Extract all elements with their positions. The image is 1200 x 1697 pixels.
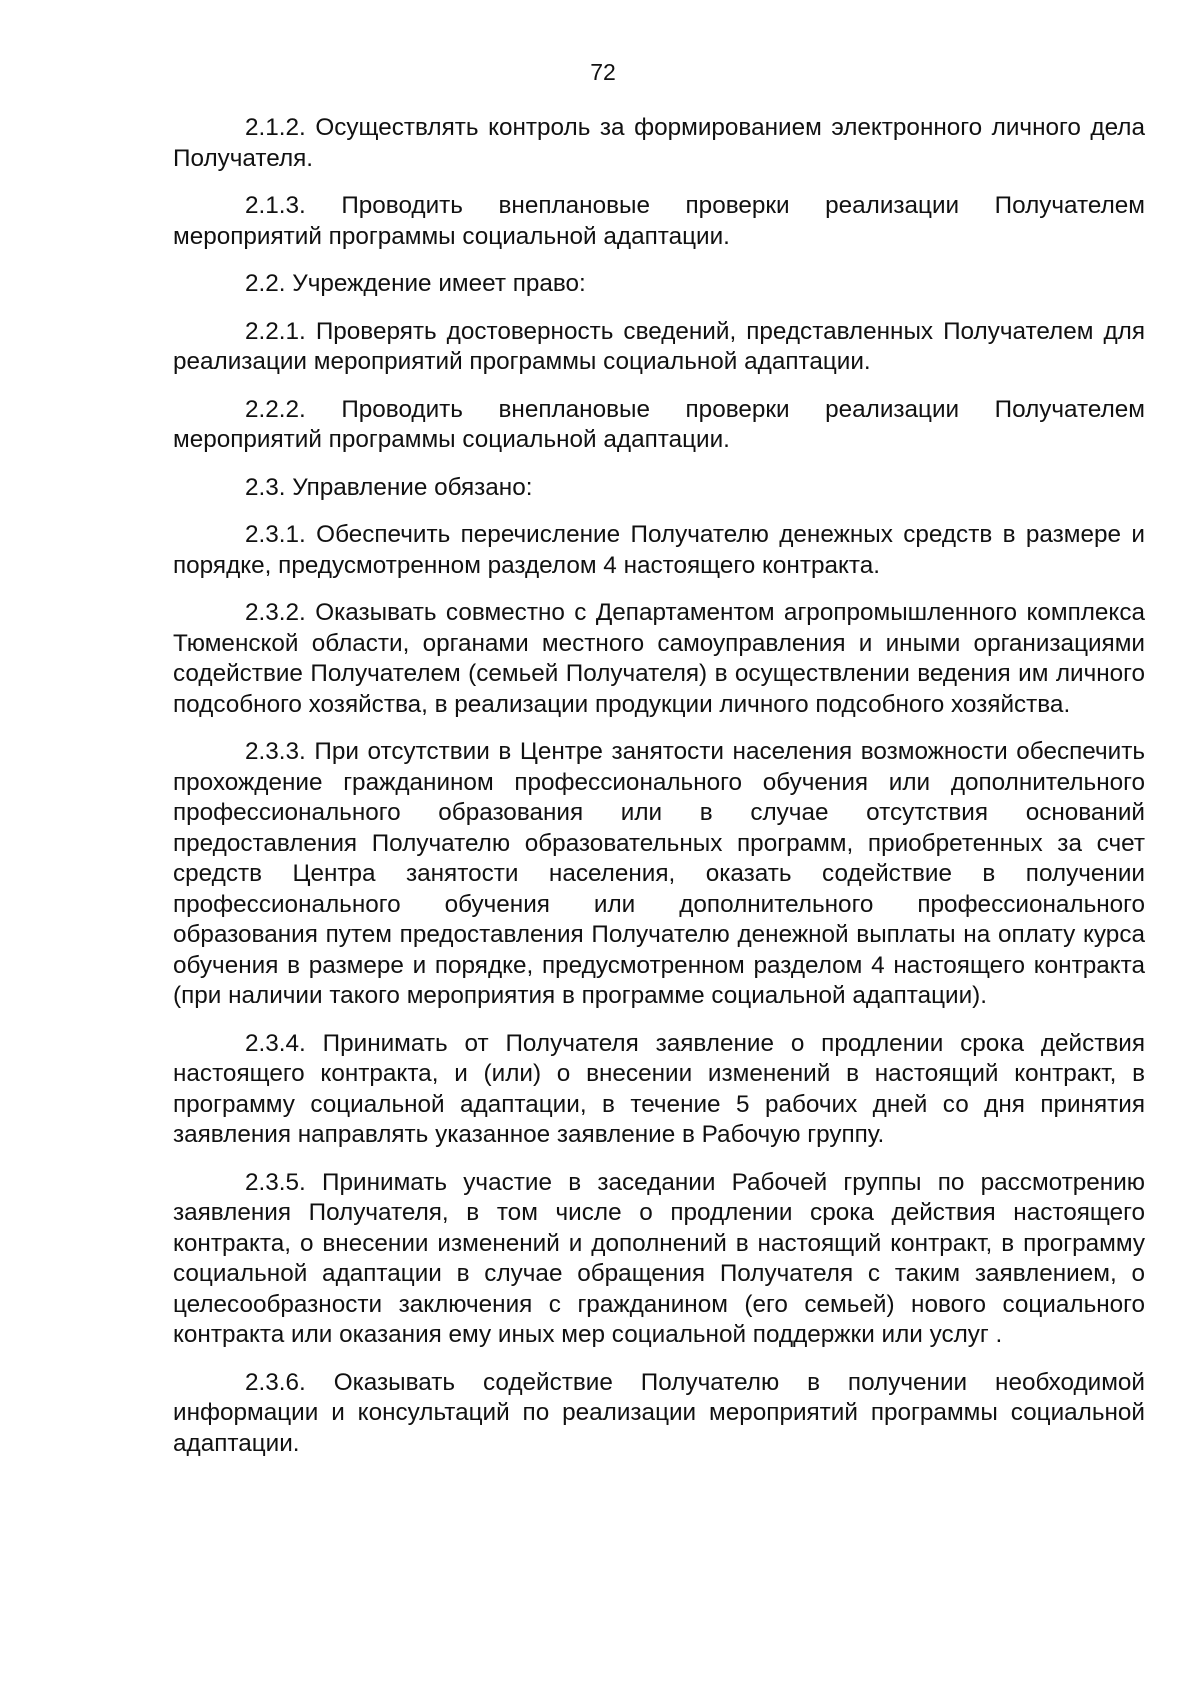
paragraph-2-3-5: 2.3.5. Принимать участие в заседании Рабочей группы по рассмотрению заявления Получателя, в том числе о продлении срока действия настоящего контракта, о внесении изменений и дополнений в настоящий контракт, в программу социальной адаптации в случае обращения Получателя с таким заявлением, о целесообразности заключения с гражданином (его семьей) нового социального контракта или оказания ему иных мер социальной поддержки или услуг . [173,1168,1145,1348]
paragraph-2-1-3: 2.1.3. Проводить внеплановые проверки реализации Получателем мероприятий программы социальной адаптации. [173,192,1145,250]
page-number: 72 [590,59,616,85]
paragraph-2-3-4: 2.3.4. Принимать от Получателя заявление о продлении срока действия настоящего контракта, и (или) о внесении изменений в настоящий контракт, в программу социальной адаптации, в течение 5 рабочих дней со дня принятия заявления направлять указанное заявление в Рабочую группу. [173,1029,1145,1148]
paragraph-2-1-2: 2.1.2. Осуществлять контроль за формированием электронного личного дела Получателя. [173,114,1145,172]
paragraph-2-3-1: 2.3.1. Обеспечить перечисление Получателю денежных средств в размере и порядке, предусмотренном разделом 4 настоящего контракта. [173,521,1145,579]
paragraph-2-3-2: 2.3.2. Оказывать совместно с Департаментом агропромышленного комплекса Тюменской области, органами местного самоуправления и иными организациями содействие Получателем (семьей Получателя) в осуществлении ведения им личного подсобного хозяйства, в реализации продукции личного подсобного хозяйства. [173,599,1145,718]
paragraph-2-2-2: 2.2.2. Проводить внеплановые проверки реализации Получателем мероприятий программы социальной адаптации. [173,395,1145,453]
heading-2-3: 2.3. Управление обязано: [245,473,533,501]
paragraph-2-3-3: 2.3.3. При отсутствии в Центре занятости населения возможности обеспечить прохождение гражданином профессионального обучения или дополнительного профессионального образования или в случае отсутствия оснований предоставления Получателю образовательных программ, приобретенных за счет средств Центра занятости населения, оказать содействие в получении профессионального обучения или дополнительного профессионального образования путем предоставления Получателю денежной выплаты на оплату курса обучения в размере и порядке, предусмотренном разделом 4 настоящего контракта (при наличии такого мероприятия в программе социальной адаптации). [173,738,1145,1009]
document-body [173,113,1145,1476]
paragraph-2-2-1: 2.2.1. Проверять достоверность сведений, представленных Получателем для реализации мероприятий программы социальной адаптации. [173,317,1145,375]
heading-2-2: 2.2. Учреждение имеет право: [245,270,586,297]
paragraph-2-3-6: 2.3.6. Оказывать содействие Получателю в получении необходимой информации и консультаций по реализации мероприятий программы социальной адаптации. [173,1368,1145,1457]
